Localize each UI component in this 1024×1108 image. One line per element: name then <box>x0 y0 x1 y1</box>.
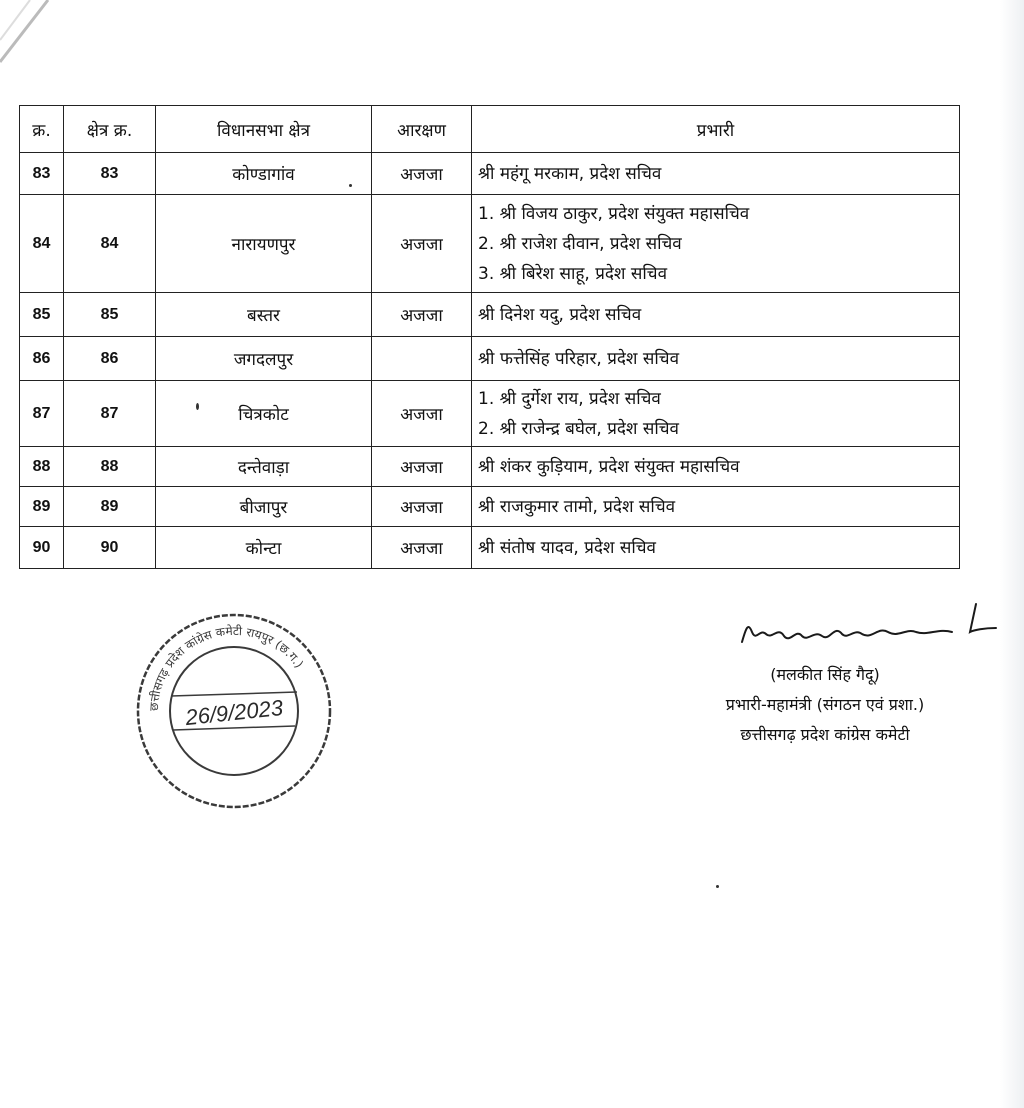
signatory-designation: प्रभारी-महामंत्री (संगठन एवं प्रशा.) <box>725 695 925 714</box>
cell-serial: 83 <box>20 153 64 195</box>
cell-constituency: जगदलपुर <box>156 337 372 381</box>
incharge-line: 2. श्री राजेन्द्र बघेल, प्रदेश सचिव <box>478 418 680 439</box>
cell-reservation: अजजा <box>372 153 472 195</box>
cell-area-number: 83 <box>64 153 156 195</box>
cell-area-number: 88 <box>64 447 156 487</box>
seal-date: 26/9/2023 <box>184 694 285 731</box>
cell-reservation: अजजा <box>372 487 472 527</box>
signatory-block <box>640 660 1010 750</box>
table-row <box>20 381 960 447</box>
cell-incharge <box>472 153 960 195</box>
incharge-line: 1. श्री विजय ठाकुर, प्रदेश संयुक्त महासचिव <box>478 203 750 224</box>
cell-constituency: चित्रकोट <box>156 381 372 447</box>
office-seal <box>135 612 333 810</box>
incharge-line: श्री राजकुमार तामो, प्रदेश सचिव <box>478 496 676 517</box>
speck <box>349 184 352 187</box>
cell-incharge <box>472 447 960 487</box>
cell-serial: 85 <box>20 293 64 337</box>
incharge-line: श्री शंकर कुड़ियाम, प्रदेश संयुक्त महासचिव <box>478 456 740 477</box>
speck <box>196 403 199 410</box>
incharge-line: श्री महंगू मरकाम, प्रदेश सचिव <box>478 163 662 184</box>
table-row <box>20 447 960 487</box>
header-serial: क्र. <box>20 106 64 153</box>
incharge-line: श्री संतोष यादव, प्रदेश सचिव <box>478 537 657 558</box>
cell-incharge <box>472 195 960 293</box>
cell-reservation: अजजा <box>372 293 472 337</box>
seal-ring-text: छत्तीसगढ़ प्रदेश कांग्रेस कमेटी रायपुर (छ.ग.) <box>146 623 307 712</box>
cell-serial: 86 <box>20 337 64 381</box>
cell-area-number: 85 <box>64 293 156 337</box>
cell-constituency: दन्तेवाड़ा <box>156 447 372 487</box>
cell-area-number: 87 <box>64 381 156 447</box>
cell-constituency: नारायणपुर <box>156 195 372 293</box>
table-row <box>20 293 960 337</box>
header-reservation: आरक्षण <box>372 106 472 153</box>
cell-serial: 87 <box>20 381 64 447</box>
cell-area-number: 84 <box>64 195 156 293</box>
cell-incharge <box>472 337 960 381</box>
table-row <box>20 153 960 195</box>
cell-incharge <box>472 527 960 569</box>
incharge-line: श्री फत्तेसिंह परिहार, प्रदेश सचिव <box>478 348 680 369</box>
table-row <box>20 527 960 569</box>
header-area-number: क्षेत्र क्र. <box>64 106 156 153</box>
cell-reservation: अजजा <box>372 527 472 569</box>
cell-serial: 90 <box>20 527 64 569</box>
table-row <box>20 337 960 381</box>
cell-incharge <box>472 487 960 527</box>
paper-right-edge <box>1000 0 1024 1108</box>
cell-area-number: 90 <box>64 527 156 569</box>
signatory-name: (मलकीत सिंह गैदू) <box>770 665 880 684</box>
cell-reservation: अजजा <box>372 447 472 487</box>
header-incharge: प्रभारी <box>472 106 960 153</box>
table-row <box>20 195 960 293</box>
speck <box>716 885 719 888</box>
incharge-table <box>19 105 960 569</box>
incharge-line: 1. श्री दुर्गेश राय, प्रदेश सचिव <box>478 388 661 409</box>
cell-constituency: बीजापुर <box>156 487 372 527</box>
incharge-line: 2. श्री राजेश दीवान, प्रदेश सचिव <box>478 233 682 254</box>
cell-area-number: 86 <box>64 337 156 381</box>
cell-serial: 89 <box>20 487 64 527</box>
cell-reservation <box>372 337 472 381</box>
incharge-line: 3. श्री बिरेश साहू, प्रदेश सचिव <box>478 263 668 284</box>
cell-constituency: बस्तर <box>156 293 372 337</box>
signatory-organization: छत्तीसगढ़ प्रदेश कांग्रेस कमेटी <box>740 725 910 744</box>
cell-area-number: 89 <box>64 487 156 527</box>
paper-corner-shadow <box>0 0 70 70</box>
cell-reservation: अजजा <box>372 381 472 447</box>
cell-incharge <box>472 381 960 447</box>
table-row <box>20 487 960 527</box>
table-header-row <box>20 106 960 153</box>
incharge-line: श्री दिनेश यदु, प्रदेश सचिव <box>478 304 642 325</box>
cell-incharge <box>472 293 960 337</box>
cell-constituency: कोन्टा <box>156 527 372 569</box>
header-constituency: विधानसभा क्षेत्र <box>156 106 372 153</box>
handwritten-signature <box>738 598 1000 656</box>
cell-serial: 84 <box>20 195 64 293</box>
cell-serial: 88 <box>20 447 64 487</box>
cell-constituency: कोण्डागांव <box>156 153 372 195</box>
cell-reservation: अजजा <box>372 195 472 293</box>
